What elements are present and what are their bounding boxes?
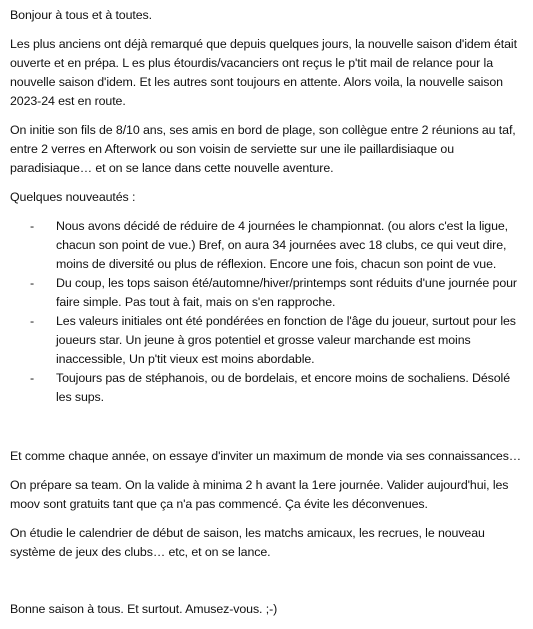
prepare-paragraph: On prépare sa team. On la valide à minima 2 h avant la 1ere journée. Valider aujourd'hui, les moov sont gratuits tant que ça n'a pas commencé. Ça évite les déconvenues.: [10, 478, 509, 511]
news-list: [10, 217, 526, 407]
audience-paragraph: On initie son fils de 8/10 ans, ses amis en bord de plage, son collègue entre 2 réunions au taf, entre 2 verres en Afterwork ou son voisin de serviette sur une ile paillardisiaque ou paradisiaque… et on se lance dans cette nouvelle aventure.: [10, 123, 516, 175]
closing-paragraph: Bonne saison à tous. Et surtout. Amusez-vous. ;-): [10, 602, 278, 616]
bullet-dash: -: [30, 371, 35, 385]
list-item-text: Les valeurs initiales ont été pondérées en fonction de l'âge du joueur, surtout pour les joueurs star. Un jeune à gros potentiel et grosse valeur marchande est moins inaccessible, Un p'tit vieux est moins abordable.: [56, 314, 516, 366]
spacer: [10, 572, 526, 600]
greeting-paragraph: Bonjour à tous et à toutes.: [10, 8, 152, 22]
list-item: [10, 274, 526, 312]
bullet-dash: -: [30, 314, 35, 328]
bullet-dash: -: [30, 276, 35, 290]
list-item-text: Nous avons décidé de réduire de 4 journées le championnat. (ou alors c'est la ligue, chacun son point de vue.) Bref, on aura 34 journées avec 18 clubs, ce qui veut dire, moins de diversité ou plus de réflexion. Encore une fois, chacun son point de vue.: [56, 219, 509, 271]
spacer: [10, 417, 526, 447]
bullet-dash: -: [30, 219, 35, 233]
study-paragraph: On étudie le calendrier de début de saison, les matchs amicaux, les recrues, le nouveau système de jeux des clubs… etc, et on se lance.: [10, 526, 485, 559]
list-item-text: Du coup, les tops saison été/automne/hiver/printemps sont réduits d'une journée pour faire simple. Pas tout à fait, mais on s'en rapproche.: [56, 276, 517, 309]
document-body: [10, 6, 526, 629]
list-item-text: Toujours pas de stéphanois, ou de bordelais, et encore moins de sochaliens. Désolé les sups.: [56, 371, 510, 404]
list-item: [10, 217, 526, 274]
list-item: [10, 369, 526, 407]
intro-paragraph: Les plus anciens ont déjà remarqué que depuis quelques jours, la nouvelle saison d'idem était ouverte et en prépa. L es plus étourdis/vacanciers ont reçus le p'tit mail de relance pour la nouvelle saison d'idem. Et les autres sont toujours en attente. Alors voila, la nouvelle saison 2023-24 est en route.: [10, 37, 517, 108]
list-item: [10, 312, 526, 369]
invite-paragraph: Et comme chaque année, on essaye d'inviter un maximum de monde via ses connaissances…: [10, 449, 522, 463]
news-heading: Quelques nouveautés :: [10, 190, 136, 204]
